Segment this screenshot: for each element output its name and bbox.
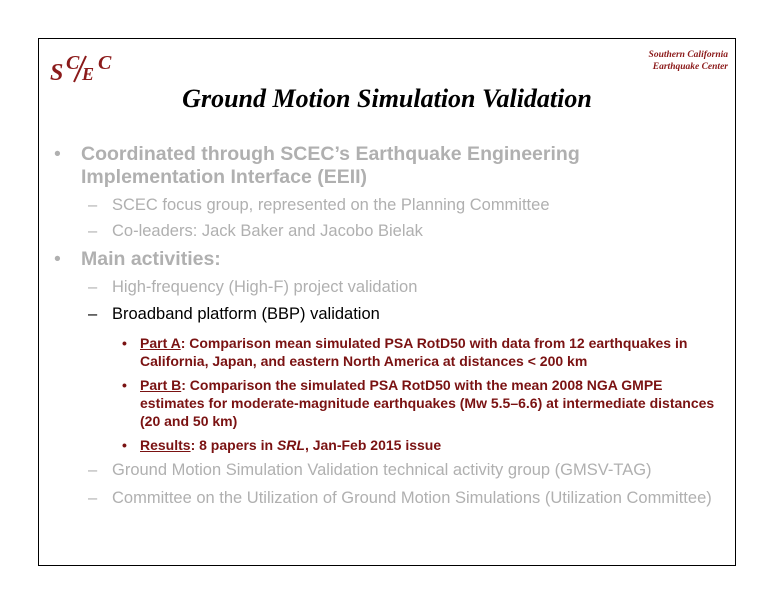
organization-name [608,49,728,73]
logo-letter-c2: C [98,52,112,74]
bullet-main-activities [52,248,727,271]
subbullet-utilization [52,488,727,509]
slide-content [52,143,727,509]
logo-letter-s: S [50,60,64,84]
slide-title: Ground Motion Simulation Validation [182,84,592,113]
bullet-coordinated [52,143,727,189]
dash-icon: – [88,305,98,323]
bullet-icon: • [122,377,127,393]
subbullet-text: High-frequency (High-F) project validation [112,278,418,296]
bullet-icon: • [54,143,61,165]
dash-icon: – [88,489,98,507]
subbullet-focus-group [52,195,727,216]
dash-icon: – [88,461,98,479]
item-part-b [52,376,727,430]
org-line-2: Earthquake Center [652,62,728,72]
subbullet-text: SCEC focus group, represented on the Planning Committee [112,196,550,214]
logo-letter-c1: C [66,52,80,74]
subbullet-text: Broadband platform (BBP) validation [112,305,380,323]
part-a-label: Part A [140,335,181,351]
scec-logo [48,50,128,84]
dash-icon: – [88,222,98,240]
logo-letter-e: E [82,64,95,84]
subbullet-high-frequency [52,277,727,298]
dash-icon: – [88,278,98,296]
part-a-text: : Comparison mean simulated PSA RotD50 with data from 12 earthquakes in California, Japan, and eastern North America at distances < 200 km [140,335,688,369]
results-journal: SRL [276,437,305,453]
subbullet-gmsv-tag [52,460,727,481]
subbullet-text: Ground Motion Simulation Validation technical activity group (GMSV-TAG) [112,461,652,479]
dash-icon: – [88,196,98,214]
subbullet-text: Committee on the Utilization of Ground Motion Simulations (Utilization Committee) [112,489,712,507]
item-results [52,436,727,454]
results-text-1: : 8 papers in [190,437,277,453]
part-b-label: Part B [140,377,182,393]
item-part-a [52,334,727,370]
subbullet-coleaders [52,221,727,242]
bullet-icon: • [122,437,127,453]
bullet-text: Main activities: [81,248,221,270]
bullet-text: Coordinated through SCEC’s Earthquake Engineering Implementation Interface (EEII) [81,143,580,188]
bullet-icon: • [54,248,61,270]
results-text-2: , Jan-Feb 2015 issue [304,437,442,453]
results-label: Results [140,437,191,453]
part-b-text: : Comparison the simulated PSA RotD50 with the mean 2008 NGA GMPE estimates for moderate-magnitude earthquakes (Mw 5.5–6.6) at intermediate distances (20 and 50 km) [140,377,715,429]
bullet-icon: • [122,335,127,351]
org-line-1: Southern California [648,50,728,60]
slide [38,38,736,566]
subbullet-text: Co-leaders: Jack Baker and Jacobo Bielak [112,222,423,240]
subbullet-bbp [52,304,727,325]
